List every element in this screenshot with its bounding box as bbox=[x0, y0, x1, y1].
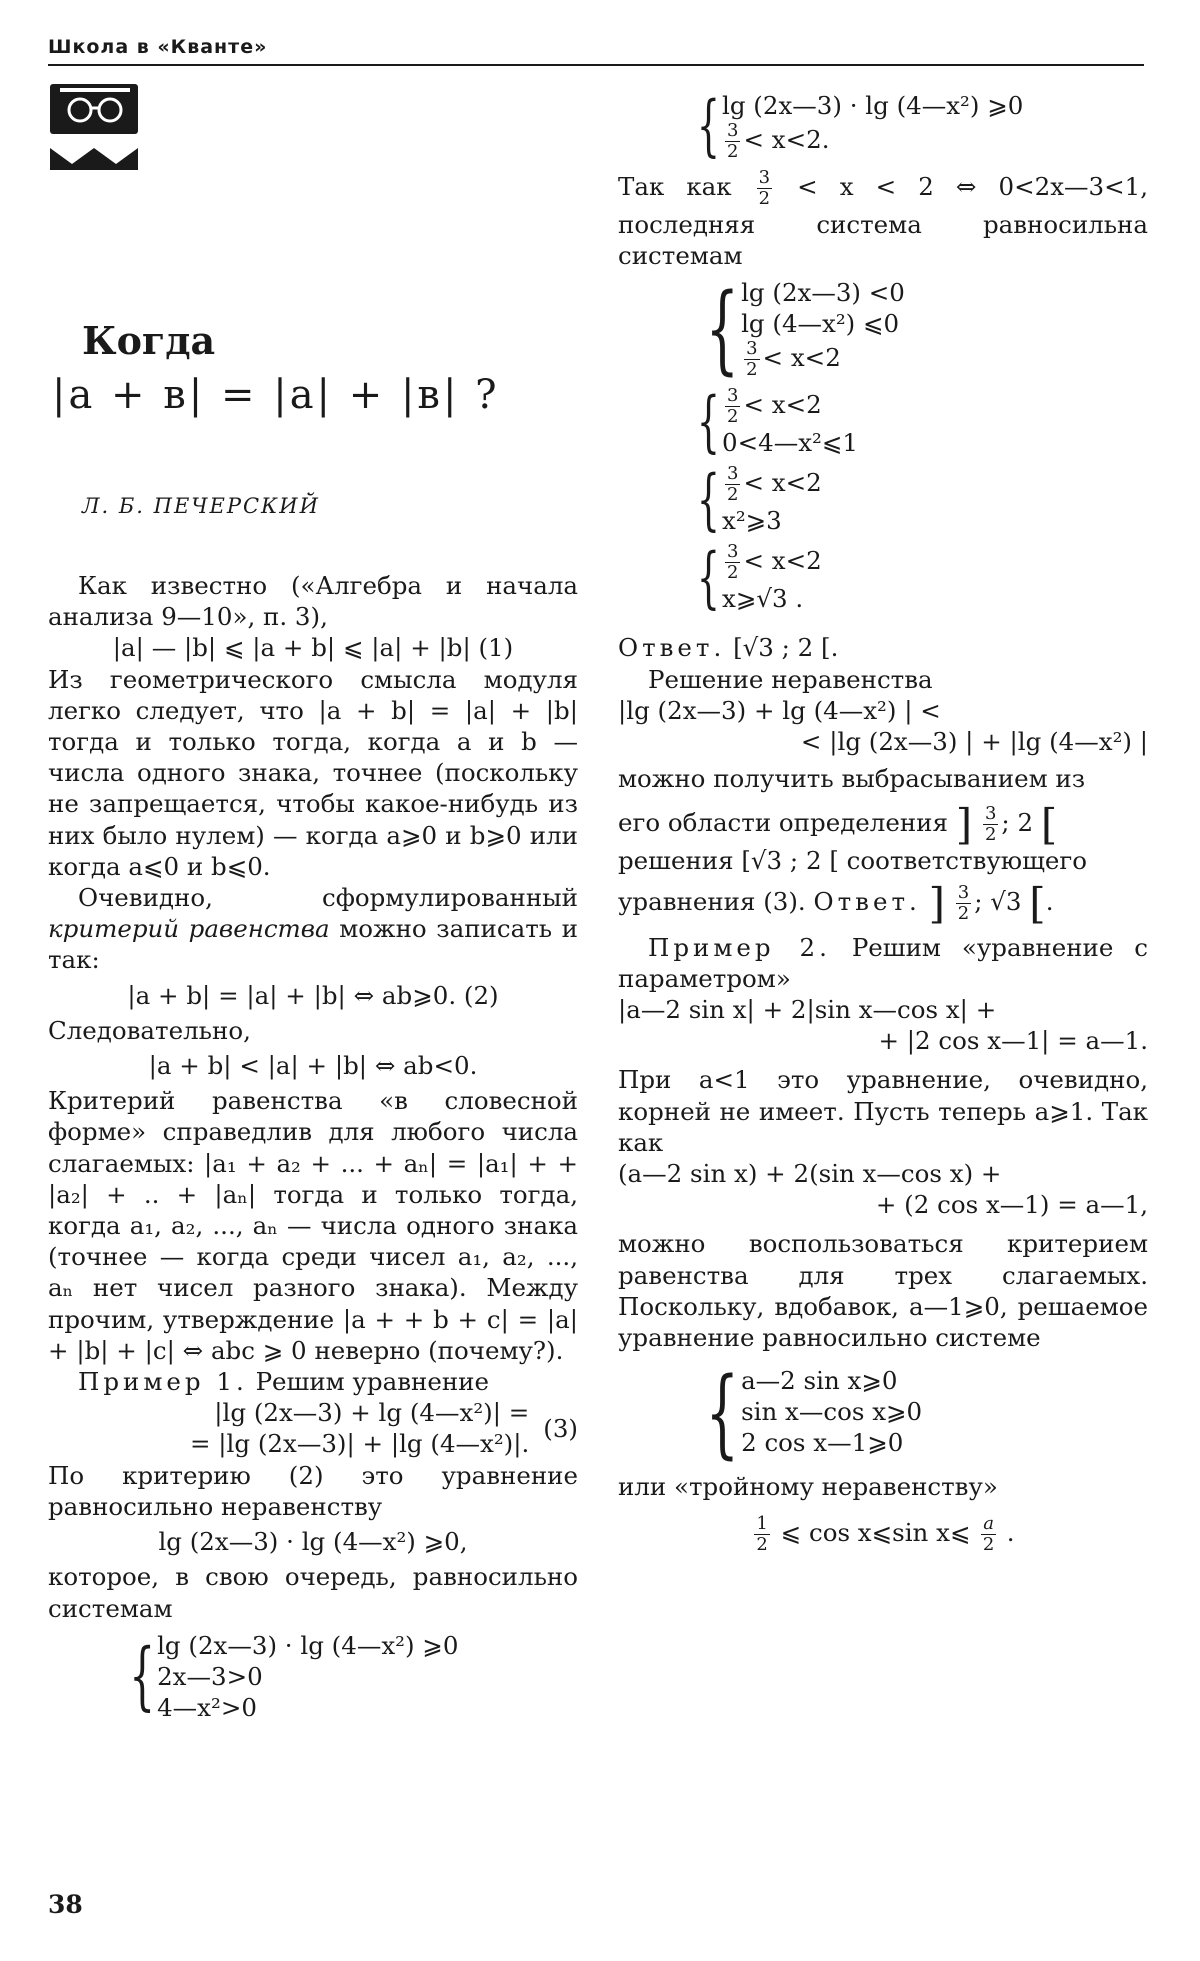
system-6: { $\frac{3}{2}$ < x<2 x⩾√3 . bbox=[696, 539, 822, 617]
paragraph: Решение неравенства bbox=[648, 664, 933, 694]
answer-1: Ответ. [√3 ; 2 [. bbox=[618, 633, 839, 663]
brace-icon: { bbox=[696, 383, 720, 461]
paragraph: Очевидно, сформулированный критерий равенства можно записать и так: bbox=[48, 883, 578, 975]
emphasis: критерий равенства bbox=[48, 914, 330, 944]
system-5: { $\frac{3}{2}$ < x<2 x²⩾3 bbox=[696, 461, 822, 539]
brace-icon: { bbox=[129, 1633, 156, 1720]
paragraph: которое, в свою очередь, равносильно системам bbox=[48, 1562, 578, 1623]
left-column bbox=[48, 570, 578, 1729]
paragraph: Критерий равенства «в словесной форме» справедлив для любого числа слагаемых: |a₁ + a₂ + ... + aₙ| = |a₁| + + |a₂| + .. + |aₙ| тогда и только тогда, когда a₁, a₂, ..., aₙ — числа одного знака (точнее — когда среди чисел a₁, a₂, ..., aₙ нет чисел разного знака). Между прочим, утверждение |a + + b + c| = |a| + |b| + |c| ⇔ abc ⩾ 0 неверно (почему?). bbox=[48, 1086, 578, 1365]
header-rule bbox=[48, 64, 1144, 66]
paragraph: По критерию (2) это уравнение равносильно неравенству bbox=[48, 1460, 578, 1521]
equation-1: |a| — |b| ⩽ |a + b| ⩽ |a| + |b| (1) bbox=[112, 633, 514, 663]
paragraph: или «тройному неравенству» bbox=[618, 1472, 998, 1502]
system-2: { lg (2x—3) · lg (4—x²) ⩾0 $\frac{3}{2}$ < x<2. bbox=[696, 87, 1024, 164]
equation-7b: + |2 cos x—1| = a—1. bbox=[878, 1026, 1148, 1056]
paragraph: Как известно («Алгебра и начала анализа 9—10», п. 3), bbox=[48, 571, 578, 632]
paragraph: Из геометрического смысла модуля легко следует, что |a + b| = |a| + |b| тогда и только тогда, когда a и b — числа одного знака, точнее (поскольку не запрещается, чтобы какое-нибудь из них было нулем) — когда a⩾0 и b⩾0 или когда a⩽0 и b⩽0. bbox=[48, 664, 578, 881]
article-title: Когда bbox=[82, 318, 216, 363]
paragraph: Так как $\frac{3}{2}$ < x < 2 ⇔ 0<2x—3<1, последняя система равносильна системам bbox=[618, 167, 1148, 271]
equation-8a: (a—2 sin x) + 2(sin x—cos x) + bbox=[618, 1159, 1002, 1189]
brace-icon: { bbox=[696, 87, 720, 164]
equation-8b: + (2 cos x—1) = a—1, bbox=[875, 1190, 1148, 1220]
paragraph: Следовательно, bbox=[48, 1015, 251, 1045]
equation-6b: < |lg (2x—3) | + |lg (4—x²) | bbox=[800, 727, 1148, 757]
example-heading: Пример 2. Решим «уравнение с параметром» bbox=[618, 932, 1148, 993]
paragraph: можно воспользоваться критерием равенства для трех слагаемых. Поскольку, вдобавок, a—1⩾0, решаемое уравнение равносильно системе bbox=[618, 1229, 1148, 1353]
equation-4: |lg (2x—3) + lg (4—x²)| = = |lg (2x—3)| + |lg (4—x²)|. (3) bbox=[189, 1398, 578, 1459]
equation-6a: |lg (2x—3) + lg (4—x²) | < bbox=[618, 695, 941, 725]
paragraph: его области определения ] $\frac{3}{2}$ ; 2 [ bbox=[618, 800, 1058, 850]
equation-2: |a + b| = |a| + |b| ⇔ ab⩾0. (2) bbox=[127, 980, 499, 1010]
system-3: { lg (2x—3) <0 lg (4—x²) ⩽0 $\frac{3}{2}$ < x<2 bbox=[705, 272, 905, 385]
example-heading: Пример 1. Решим уравнение bbox=[78, 1367, 489, 1397]
section-logo-icon bbox=[50, 84, 138, 170]
paragraph: При a<1 это уравнение, очевидно, корней не имеет. Пусть теперь a⩾1. Так как bbox=[618, 1065, 1148, 1157]
brace-icon: { bbox=[696, 539, 720, 617]
system-1: { lg (2x—3) · lg (4—x²) ⩾0 2x—3>0 4—x²>0 bbox=[129, 1630, 459, 1722]
section-header: Школа в «Кванте» bbox=[48, 36, 268, 58]
brace-icon: { bbox=[705, 1357, 740, 1470]
answer-2: уравнения (3). Ответ. ] $\frac{3}{2}$ ; √3 [. bbox=[618, 878, 1054, 928]
system-7: { a—2 sin x⩾0 sin x—cos x⩾0 2 cos x—1⩾0 bbox=[705, 1357, 923, 1470]
brace-icon: { bbox=[705, 272, 740, 385]
equation-3: |a + b| < |a| + |b| ⇔ ab<0. bbox=[148, 1051, 478, 1081]
paragraph: можно получить выбрасыванием из bbox=[618, 764, 1086, 794]
brace-icon: { bbox=[696, 461, 720, 539]
page-number: 38 bbox=[48, 1890, 83, 1919]
system-4: { $\frac{3}{2}$ < x<2 0<4—x²⩽1 bbox=[696, 383, 858, 461]
right-column bbox=[618, 87, 1148, 1556]
title-formula: |a + в| = |a| + |в| ? bbox=[52, 372, 500, 418]
equation-5: lg (2x—3) · lg (4—x²) ⩾0, bbox=[158, 1527, 468, 1557]
paragraph: решения [√3 ; 2 [ соответствующего bbox=[618, 846, 1087, 876]
equation-7a: |a—2 sin x| + 2|sin x—cos x| + bbox=[618, 995, 997, 1025]
article-author: Л. Б. ПЕЧЕРСКИЙ bbox=[82, 494, 320, 518]
equation-9: $\frac{1}{2}$ ⩽ cos x⩽sin x⩽ $\frac{a}{2}$ . bbox=[756, 1513, 1015, 1556]
